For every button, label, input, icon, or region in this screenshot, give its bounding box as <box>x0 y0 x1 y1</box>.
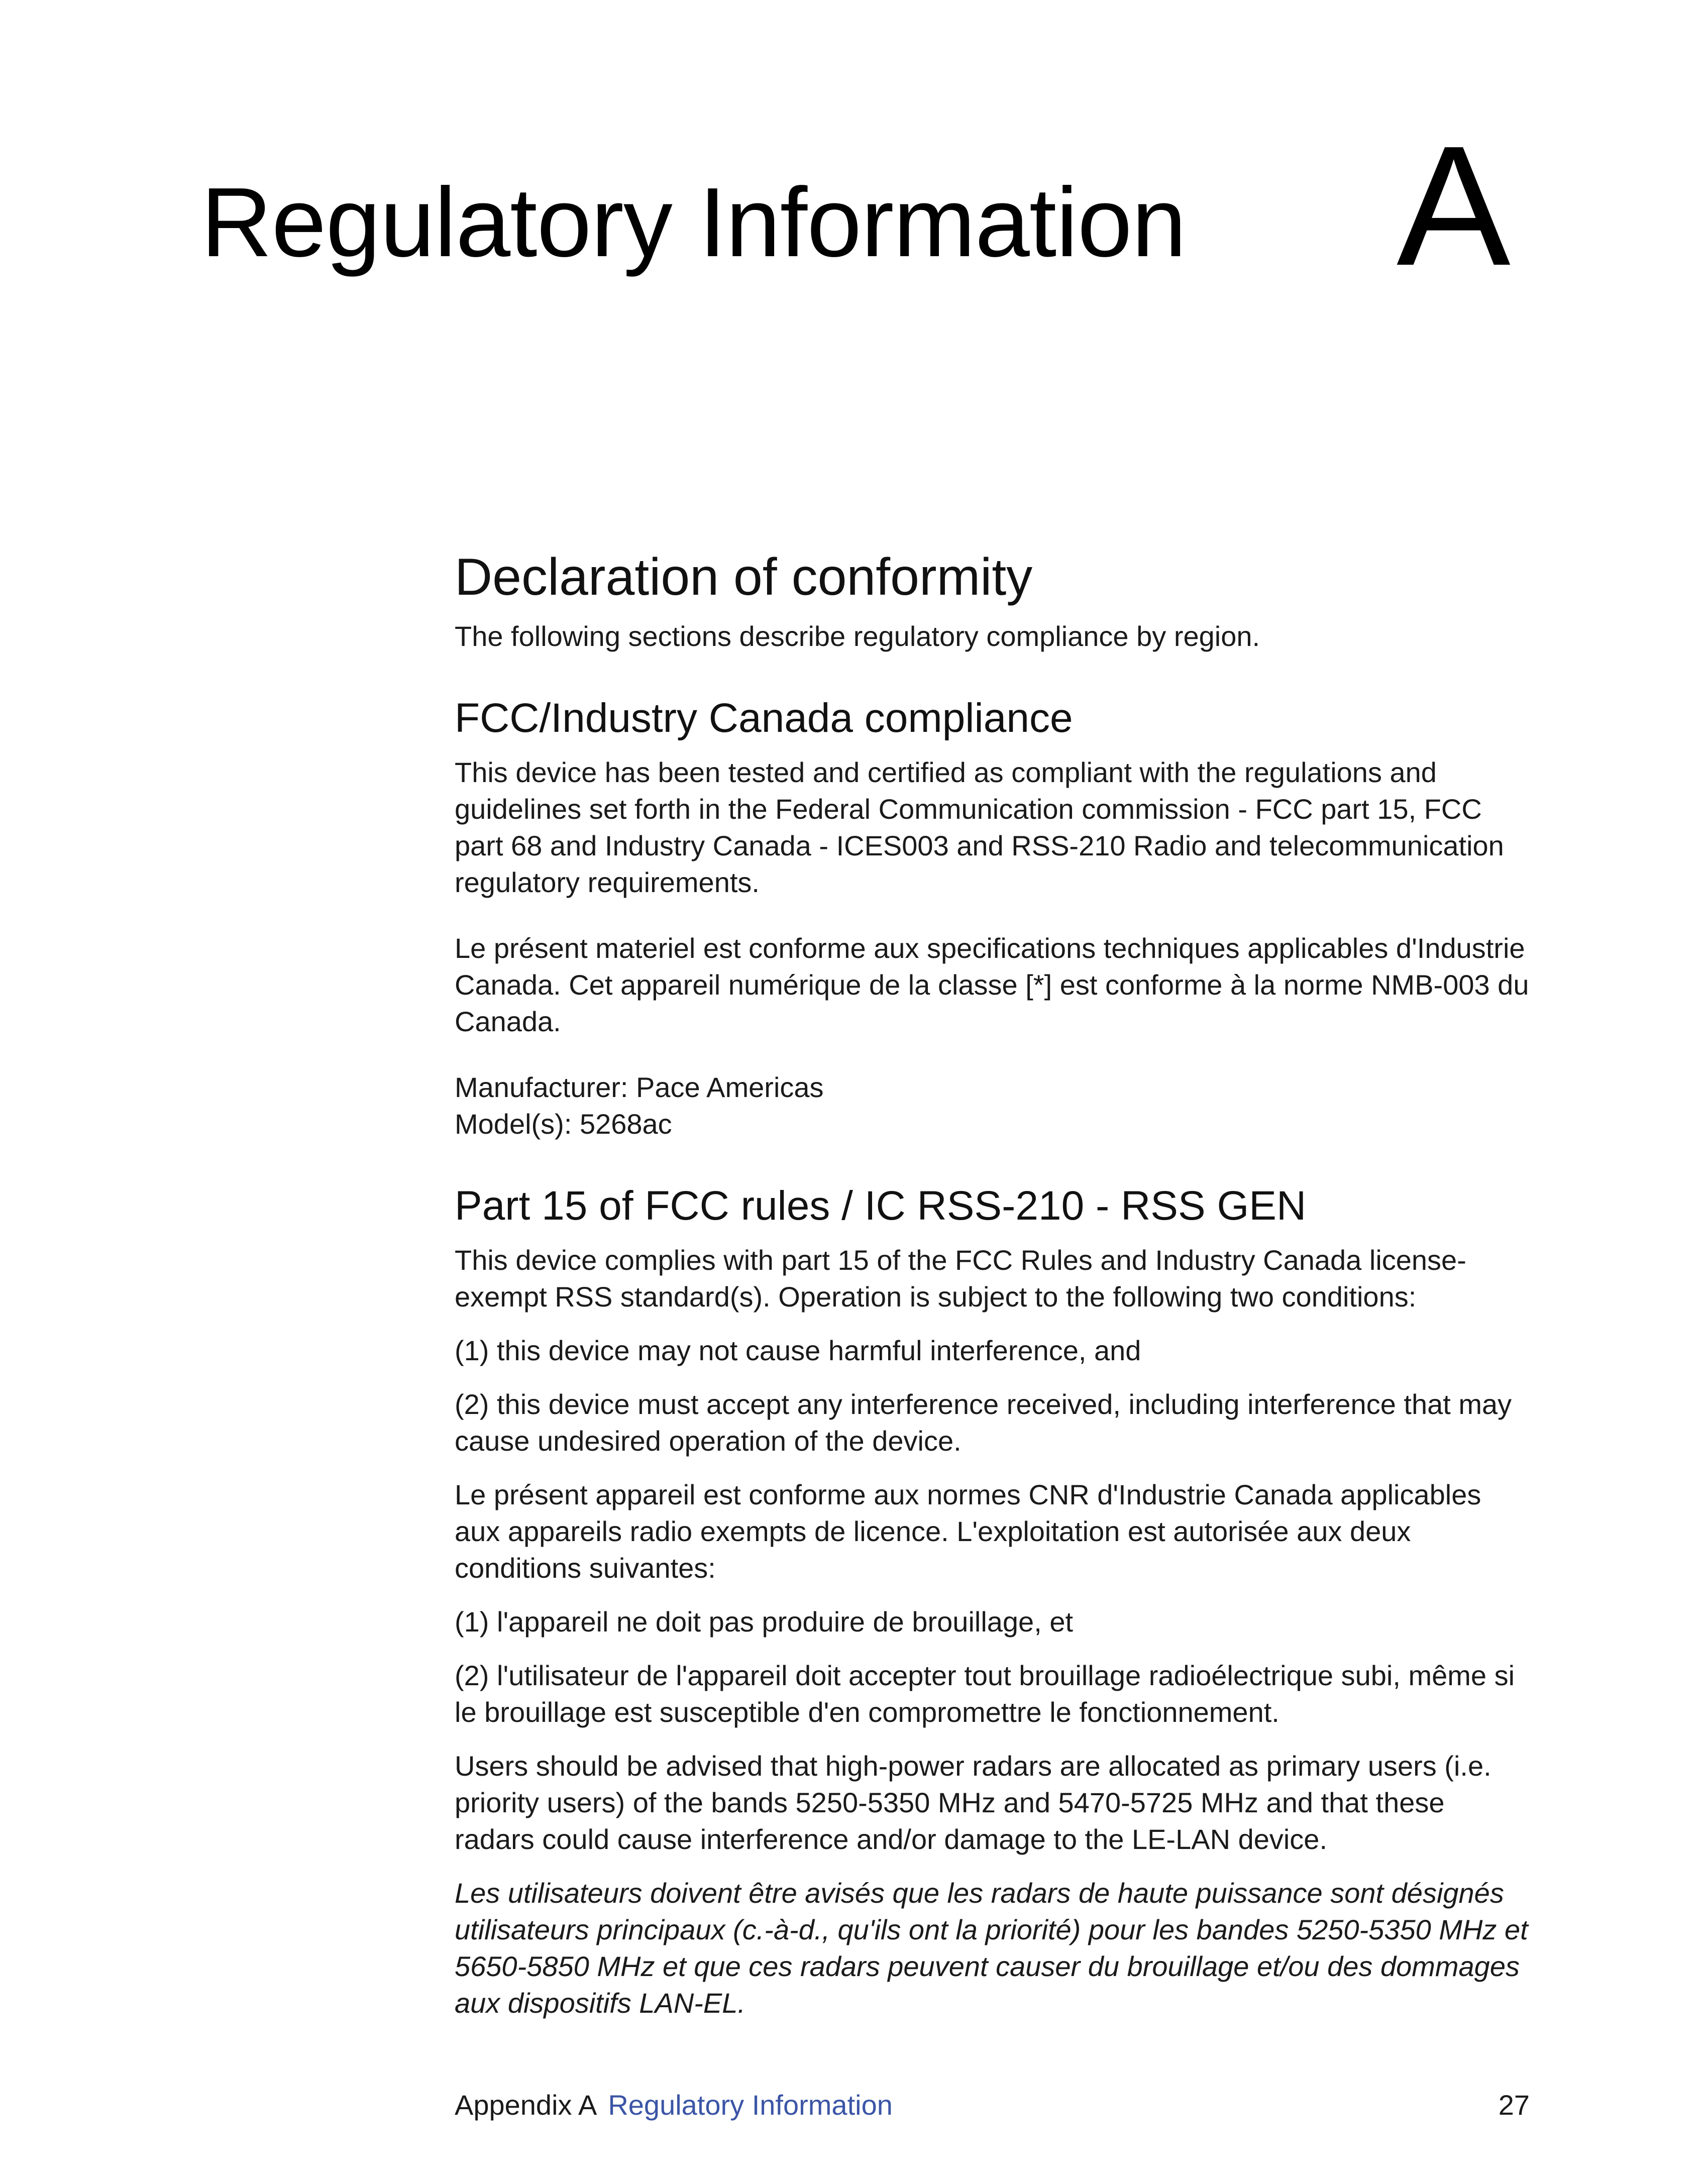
part15-condition-1-fr: (1) l'appareil ne doit pas produire de brouillage, et <box>455 1606 1074 1638</box>
model-line: Model(s): 5268ac <box>455 1108 672 1140</box>
fcc-ic-paragraph: This device has been tested and certified as compliant with the regulations and guidelines set forth in the Federal Communication commission - FCC part 15, FCC part 68 and Industry Canada - ICES003 and RSS-210 Radio and telecommunication regulatory requirements. <box>455 756 1504 898</box>
footer-breadcrumb <box>455 2091 893 2119</box>
footer-chapter-link[interactable]: Regulatory Information <box>608 2089 893 2121</box>
part15-paragraph: This device complies with part 15 of the FCC Rules and Industry Canada license-exempt RSS standard(s). Operation is subject to the following two conditions: <box>455 1244 1466 1313</box>
declaration-intro: The following sections describe regulatory compliance by region. <box>455 620 1260 652</box>
fcc-ic-heading: FCC/Industry Canada compliance <box>455 695 1073 741</box>
part15-paragraph-fr: Le présent appareil est conforme aux normes CNR d'Industrie Canada applicables aux appareils radio exempts de licence. L'exploitation est autorisée aux deux conditions suivantes: <box>455 1479 1481 1584</box>
page-footer <box>455 2091 1530 2119</box>
part15-condition-2-fr: (2) l'utilisateur de l'appareil doit accepter tout brouillage radioélectrique subi, même si le brouillage est susceptible d'en compromettre le fonctionnement. <box>455 1660 1515 1728</box>
chapter-title: Regulatory Information <box>201 167 1186 277</box>
page-number: 27 <box>1498 2089 1530 2121</box>
radar-advisory-fr: Les utilisateurs doivent être avisés que les radars de haute puissance sont désignés utilisateurs principaux (c.-à-d., qu'ils ont la priorité) pour les bandes 5250-5350 MHz et 5650-5850 MHz et que ces radars peuvent causer du brouillage et/ou des dommages aux dispositifs LAN-EL. <box>455 1877 1528 2019</box>
footer-appendix-label: Appendix A <box>455 2089 597 2121</box>
declaration-heading: Declaration of conformity <box>455 548 1033 606</box>
radar-advisory: Users should be advised that high-power radars are allocated as primary users (i.e. priority users) of the bands 5250-5350 MHz and 5470-5725 MHz and that these radars could cause interference and/or damage to the LE-LAN device. <box>455 1750 1491 1856</box>
chapter-letter: A <box>1397 111 1511 301</box>
part15-heading: Part 15 of FCC rules / IC RSS-210 - RSS GEN <box>455 1182 1307 1229</box>
main-content <box>455 548 1530 2038</box>
manufacturer-line: Manufacturer: Pace Americas <box>455 1071 824 1103</box>
part15-condition-2: (2) this device must accept any interference received, including interference that may cause undesired operation of the device. <box>455 1388 1512 1457</box>
part15-condition-1: (1) this device may not cause harmful interference, and <box>455 1335 1141 1367</box>
fcc-ic-paragraph-fr: Le présent materiel est conforme aux specifications techniques applicables d'Industrie Canada. Cet appareil numérique de la classe [*] est conforme à la norme NMB-003 du Canada. <box>455 932 1529 1037</box>
